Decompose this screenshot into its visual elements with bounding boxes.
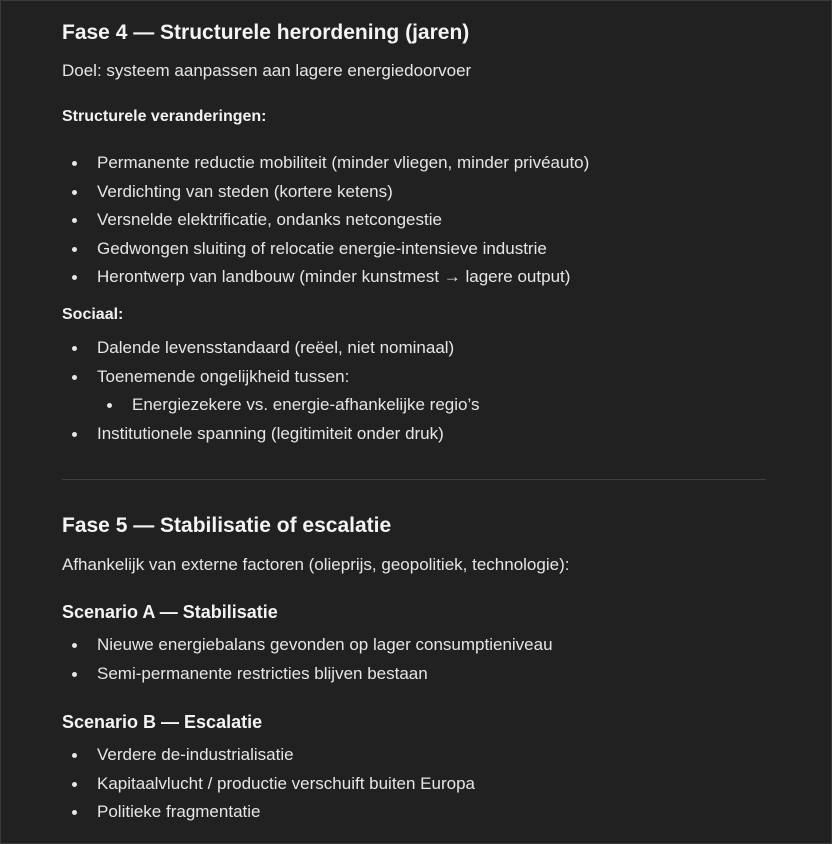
social-heading: Sociaal: xyxy=(62,306,124,323)
bullet-icon xyxy=(72,218,77,223)
scenario-a-list xyxy=(62,634,553,691)
list-item: Nieuwe energiebalans gevonden op lager consumptieniveau xyxy=(62,634,553,663)
list-item: Verdichting van steden (kortere ketens) xyxy=(62,181,589,210)
bullet-icon xyxy=(72,643,77,648)
scenario-a-title: Scenario A — Stabilisatie xyxy=(62,602,278,622)
scenario-b-list xyxy=(62,744,475,830)
scenario-b-title: Scenario B — Escalatie xyxy=(62,712,263,732)
list-item: Toenemende ongelijkheid tussen: xyxy=(62,366,479,395)
bullet-icon xyxy=(72,810,77,815)
bullet-icon xyxy=(72,161,77,166)
social-list xyxy=(62,337,479,451)
bullet-icon xyxy=(107,403,112,408)
bullet-icon xyxy=(72,375,77,380)
phase4-title: Fase 4 — Structurele herordening (jaren) xyxy=(62,21,470,44)
list-item-nested: Energiezekere vs. energie-afhankelijke regio’s xyxy=(62,394,479,423)
phase4-goal: Doel: systeem aanpassen aan lagere energiedoorvoer xyxy=(62,61,472,80)
list-item: Herontwerp van landbouw (minder kunstmest → lagere output) xyxy=(62,266,589,295)
list-item: Semi-permanente restricties blijven bestaan xyxy=(62,663,553,692)
phase5-intro: Afhankelijk van externe factoren (olieprijs, geopolitiek, technologie): xyxy=(62,555,570,574)
list-item: Permanente reductie mobiliteit (minder vliegen, minder privéauto) xyxy=(62,152,589,181)
list-item: Gedwongen sluiting of relocatie energie-intensieve industrie xyxy=(62,238,589,267)
structural-list xyxy=(62,152,589,295)
bullet-icon xyxy=(72,782,77,787)
bullet-icon xyxy=(72,247,77,252)
list-item: Kapitaalvlucht / productie verschuift buiten Europa xyxy=(62,773,475,802)
bullet-icon xyxy=(72,753,77,758)
bullet-icon xyxy=(72,190,77,195)
phase5-title: Fase 5 — Stabilisatie of escalatie xyxy=(62,514,392,537)
section-divider xyxy=(62,479,766,480)
bullet-icon xyxy=(72,346,77,351)
list-item: Politieke fragmentatie xyxy=(62,801,475,830)
bullet-icon xyxy=(72,432,77,437)
list-item: Institutionele spanning (legitimiteit onder druk) xyxy=(62,423,479,452)
bullet-icon xyxy=(72,672,77,677)
list-item: Dalende levensstandaard (reëel, niet nominaal) xyxy=(62,337,479,366)
list-item: Versnelde elektrificatie, ondanks netcongestie xyxy=(62,209,589,238)
structural-heading: Structurele veranderingen: xyxy=(62,108,267,125)
list-item: Verdere de-industrialisatie xyxy=(62,744,475,773)
bullet-icon xyxy=(72,275,77,280)
